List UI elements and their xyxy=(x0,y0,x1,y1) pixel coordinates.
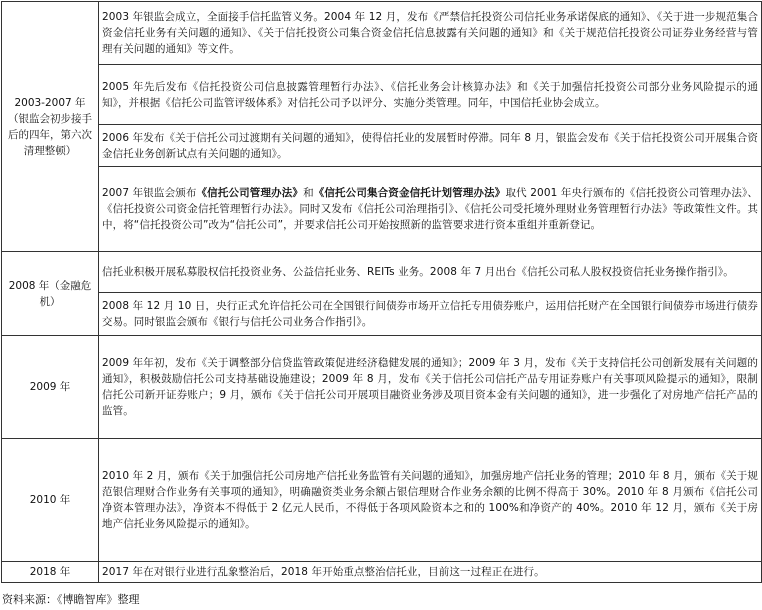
policy-entry-text: 2007 年银监会颁布《信托公司管理办法》和《信托公司集合资金信托计划管理办法》取代 2001 年央行颁布的《信托投资公司管理办法》、《信托投资公司资金信托管理暂行办法》。同时又发布《信托公司治理指引》、《信托公司受托境外理财业务管理暂行办法》等政策性文件。其中，将“信托投资公司”改为“信托公司”，并要求信托公司开始按照新的监管要求进行资本重组并重新登记。 xyxy=(102,187,758,231)
policy-entry: 2005 年先后发布《信托投资公司信息披露管理暂行办法》、《信托业务会计核算办法》和《关于加强信托投资公司部分业务风险提示的通知》，并根据《信托公司监管评级体系》对信托公司予以评分、实施分类管理。同年，中国信托业协会成立。 xyxy=(99,65,762,125)
policy-entry xyxy=(99,167,762,252)
table-row xyxy=(2,167,762,252)
table-row xyxy=(2,562,762,583)
table-row xyxy=(2,293,762,336)
period-cell: 2018 年 xyxy=(2,562,99,583)
policy-entry: 2010 年 2 月，颁布《关于加强信托公司房地产信托业务监管有关问题的通知》，加强房地产信托业务的管理；2010 年 8 月，颁布《关于规范银信理财合作业务有关事项的通知》，明确融资类业务余额占银信理财合作业务余额的比例不得高于 30%。2010 年 8 月颁布《信托公司净资本管理办法》，净资本不得低于 2 亿元人民币，不得低于各项风险资本之和的 100%和净资产的 40%。2010 年 12 月，颁布《关于房地产信托业务风险提示的通知》。 xyxy=(99,439,762,562)
regulation-title: 《信托公司集合资金信托计划管理办法》 xyxy=(313,187,506,199)
policy-entry: 2006 年发布《关于信托公司过渡期有关问题的通知》，使得信托业的发展暂时停滞。同年 8 月，银监会发布《关于信托投资公司开展集合资金信托业务创新试点有关问题的通知》。 xyxy=(99,125,762,167)
policy-entry: 信托业积极开展私募股权信托投资业务、公益信托业务、REITs 业务。2008 年 7 月出台《信托公司私人股权投资信托业务操作指引》。 xyxy=(99,252,762,293)
period-cell: 2009 年 xyxy=(2,336,99,439)
period-cell: 2008 年（金融危机） xyxy=(2,252,99,336)
policy-history-table xyxy=(1,1,762,583)
policy-entry: 2008 年 12 月 10 日，央行正式允许信托公司在全国银行间债券市场开立信托专用债券账户，运用信托财产在全国银行间债券市场进行债券交易。同时银监会颁布《银行与信托公司业务合作指引》。 xyxy=(99,293,762,336)
period-cell: 2010 年 xyxy=(2,439,99,562)
table-row xyxy=(2,439,762,562)
table-row xyxy=(2,125,762,167)
table-row xyxy=(2,252,762,293)
policy-entry: 2009 年年初，发布《关于调整部分信贷监管政策促进经济稳健发展的通知》；2009 年 3 月，发布《关于支持信托公司创新发展有关问题的通知》，积极鼓励信托公司支持基础设施建设；2009 年 8 月，发布《关于信托公司信托产品专用证券账户有关事项风险提示的通知》，限制信托公司新开证券账户；9 月，颁布《关于信托公司开展项目融资业务涉及项目资本金有关问题的通知》，进一步强化了对房地产信托产品的监管。 xyxy=(99,336,762,439)
table-row xyxy=(2,336,762,439)
source-note: 资料来源：《博瞻智库》整理 xyxy=(2,593,140,606)
policy-entry: 2003 年银监会成立，全面接手信托监管义务。2004 年 12 月，发布《严禁信托投资公司信托业务承诺保底的通知》、《关于进一步规范集合资金信托业务有关问题的通知》、《关于信托投资公司集合资金信托信息披露有关问题的通知》和《关于规范信托投资公司证券业务经营与管理有关问题的通知》等文件。 xyxy=(99,2,762,65)
policy-entry: 2017 年在对银行业进行乱象整治后，2018 年开始重点整治信托业，目前这一过程正在进行。 xyxy=(99,562,762,583)
period-cell: 2003-2007 年（银监会初步接手后的四年，第六次清理整顿） xyxy=(2,2,99,252)
table-row xyxy=(2,2,762,65)
regulation-title: 《信托公司管理办法》 xyxy=(196,187,304,199)
table-row xyxy=(2,65,762,125)
